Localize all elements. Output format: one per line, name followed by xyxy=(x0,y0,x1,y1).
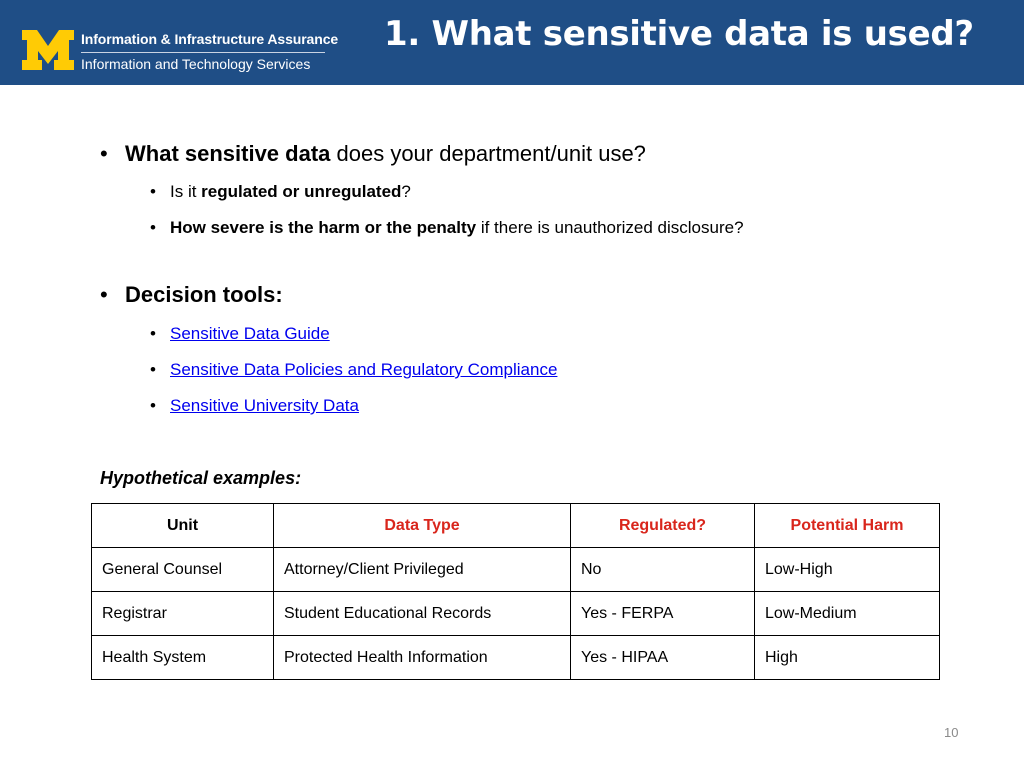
cell-data-type: Protected Health Information xyxy=(274,636,571,680)
column-header-regulated: Regulated? xyxy=(571,504,755,548)
column-header-data-type: Data Type xyxy=(274,504,571,548)
cell-data-type: Attorney/Client Privileged xyxy=(274,548,571,592)
bullet-dot: • xyxy=(150,396,156,415)
bullet-text: ? xyxy=(401,182,411,201)
cell-potential-harm: Low-High xyxy=(755,548,940,592)
bullet-bold-text: Decision tools: xyxy=(125,282,283,307)
examples-heading: Hypothetical examples: xyxy=(100,468,302,488)
bullet-text: does your department/unit use? xyxy=(330,141,646,166)
bullet-text: Is it xyxy=(170,182,202,201)
bullet-dot: • xyxy=(150,360,156,379)
bullet-dot: • xyxy=(150,218,156,237)
cell-unit: General Counsel xyxy=(92,548,274,592)
table-row xyxy=(92,636,940,680)
table-row xyxy=(92,592,940,636)
cell-unit: Health System xyxy=(92,636,274,680)
bullet-bold-text: How severe is the harm or the penalty xyxy=(170,218,477,237)
bullet-text: if there is unauthorized disclosure? xyxy=(476,218,744,237)
org-title: Information & Infrastructure Assurance xyxy=(81,31,339,47)
column-header-unit: Unit xyxy=(92,504,274,548)
bullet-dot: • xyxy=(100,282,108,307)
cell-regulated: No xyxy=(571,548,755,592)
bullet-dot: • xyxy=(100,141,108,166)
cell-data-type: Student Educational Records xyxy=(274,592,571,636)
bullet-dot: • xyxy=(150,182,156,201)
block-m-logo xyxy=(22,30,74,70)
column-header-potential-harm: Potential Harm xyxy=(755,504,940,548)
logo-divider xyxy=(81,52,325,53)
bullet-bold-text: What sensitive data xyxy=(125,141,331,166)
slide-header xyxy=(0,0,1024,85)
examples-table xyxy=(91,503,940,680)
table-row xyxy=(92,548,940,592)
cell-unit: Registrar xyxy=(92,592,274,636)
table-header-row xyxy=(92,504,940,548)
org-subtitle: Information and Technology Services xyxy=(81,56,311,72)
cell-regulated: Yes - HIPAA xyxy=(571,636,755,680)
sensitive-university-data-link[interactable]: Sensitive University Data xyxy=(170,396,359,415)
bullet-dot: • xyxy=(150,324,156,343)
sensitive-data-policies-link[interactable]: Sensitive Data Policies and Regulatory Compliance xyxy=(170,360,558,379)
cell-regulated: Yes - FERPA xyxy=(571,592,755,636)
slide-title: 1. What sensitive data is used? xyxy=(384,14,974,54)
bullet-bold-text: regulated or unregulated xyxy=(201,182,402,201)
page-number: 10 xyxy=(944,725,959,740)
cell-potential-harm: High xyxy=(755,636,940,680)
sensitive-data-guide-link[interactable]: Sensitive Data Guide xyxy=(170,324,330,343)
cell-potential-harm: Low-Medium xyxy=(755,592,940,636)
